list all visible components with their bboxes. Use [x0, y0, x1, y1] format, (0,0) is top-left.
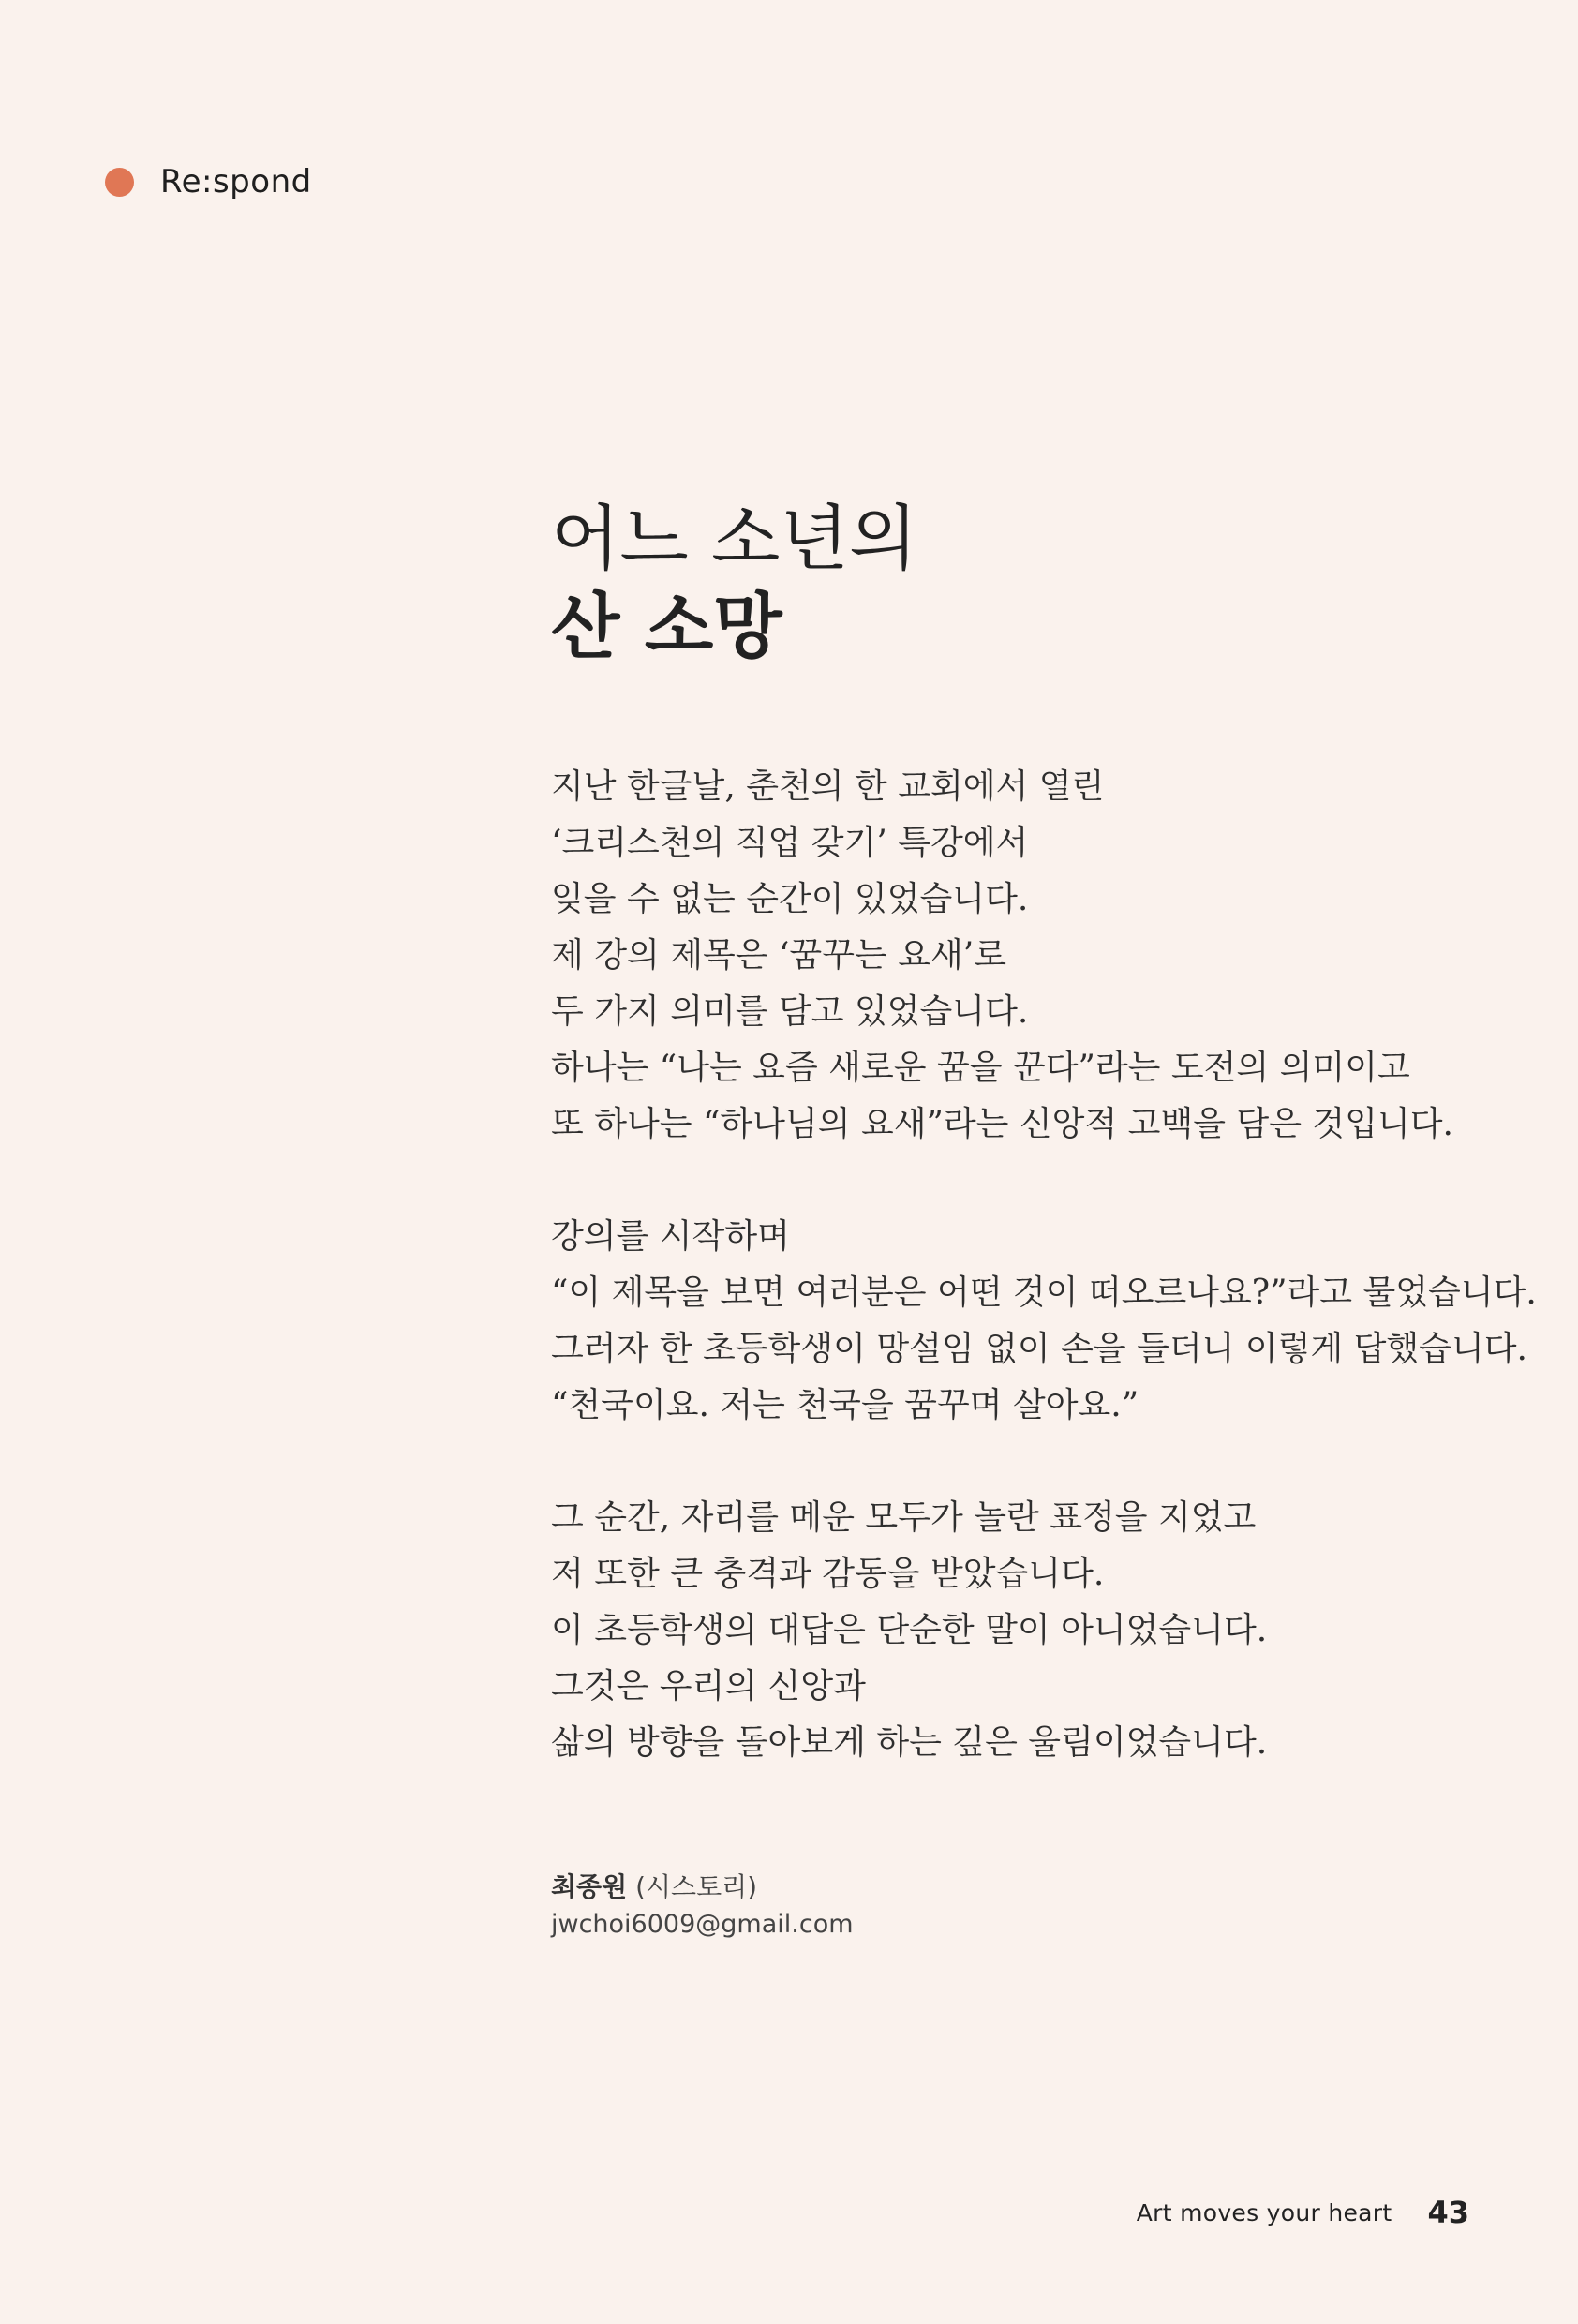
author-affiliation: (시스토리): [635, 1871, 758, 1902]
section-label: Re:spond: [160, 163, 312, 201]
author-name: 최종원: [551, 1871, 628, 1902]
body-line: 저 또한 큰 충격과 감동을 받았습니다.: [551, 1555, 1105, 1593]
footer-tagline: Art moves your heart: [1136, 2198, 1392, 2227]
body-line: 그러자 한 초등학생이 망설임 없이 손을 들더니 이렇게 답했습니다.: [551, 1330, 1527, 1368]
body-line: 하나는 “나는 요즘 새로운 꿈을 꾼다”라는 도전의 의미이고: [551, 1049, 1410, 1087]
body-line: ‘크리스천의 직업 갖기’ 특강에서: [551, 824, 1029, 862]
body-line: “천국이요. 저는 천국을 꿈꾸며 살아요.”: [551, 1386, 1139, 1424]
paragraph-2: [551, 1209, 1537, 1434]
title-line-1: 어느 소년의: [551, 497, 918, 580]
section-tag: [105, 161, 312, 202]
paragraph-1: [551, 759, 1488, 1153]
body-line: 제 강의 제목은 ‘꿈꾸는 요새’로: [551, 936, 1006, 975]
body-line: 지난 한글날, 춘천의 한 교회에서 열린: [551, 767, 1105, 806]
author-block: [551, 1869, 854, 1944]
section-dot-icon: [105, 168, 134, 197]
paragraph-3: [551, 1490, 1488, 1771]
body-line: 또 하나는 “하나님의 요새”라는 신앙적 고백을 담은 것입니다.: [551, 1105, 1453, 1143]
page-number: 43: [1427, 2195, 1469, 2230]
body-line: 이 초등학생의 대답은 단순한 말이 아니었습니다.: [551, 1611, 1268, 1649]
page-footer: [1137, 2195, 1469, 2230]
article-body: [551, 759, 1537, 1771]
article-title: [551, 495, 917, 671]
body-line: 강의를 시작하며: [551, 1217, 790, 1256]
title-line-2: 산 소망: [551, 585, 782, 668]
author-email: jwchoi6009@gmail.com: [551, 1910, 854, 1939]
body-line: 삶의 방향을 돌아보게 하는 깊은 울림이었습니다.: [551, 1723, 1268, 1762]
body-line: 잊을 수 없는 순간이 있었습니다.: [551, 880, 1029, 918]
body-line: 두 가지 의미를 담고 있었습니다.: [551, 992, 1029, 1031]
body-line: “이 제목을 보면 여러분은 어떤 것이 떠오르나요?”라고 물었습니다.: [551, 1274, 1537, 1312]
author-line: [551, 1869, 854, 1906]
body-line: 그것은 우리의 신앙과: [551, 1667, 866, 1706]
body-line: 그 순간, 자리를 메운 모두가 놀란 표정을 지었고: [551, 1498, 1257, 1537]
